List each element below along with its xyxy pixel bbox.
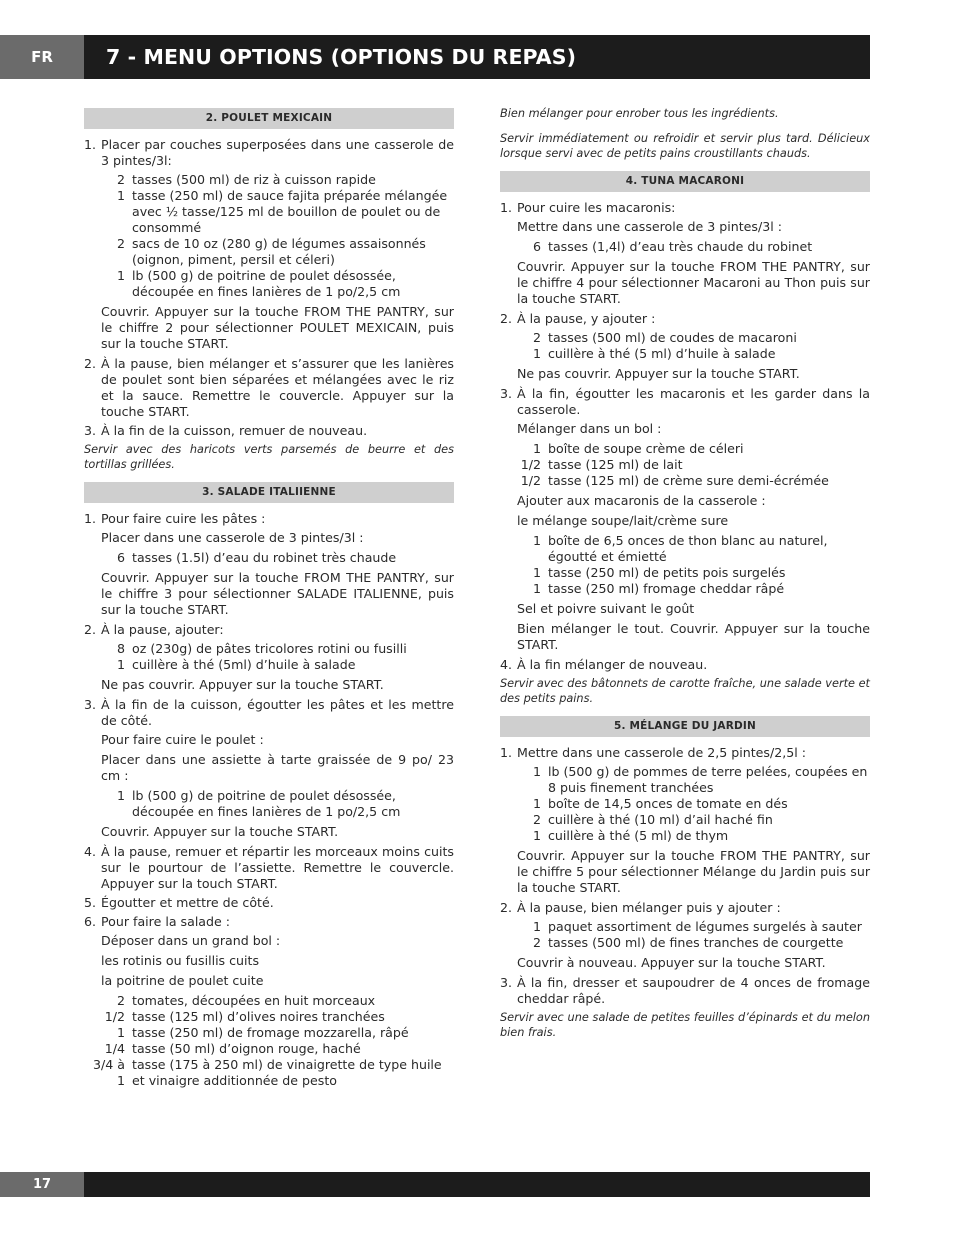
step-text: À la pause, remuer et répartir les morceaux moins cuits sur le pourtour de l’assiette. Remettre le couvercle. Appuyer sur la touch START. (101, 844, 454, 891)
step-text: À la fin de la cuisson, remuer de nouveau. (101, 423, 368, 438)
page-number: 17 (0, 1172, 84, 1197)
step-item (500, 386, 870, 418)
ingredient-description: oz (230g) de pâtes tricolores rotini ou fusilli (132, 641, 407, 656)
ingredient-description: cuillère à thé (5 ml) de thym (548, 828, 729, 843)
ingredient-item (84, 788, 454, 820)
ingredient-item (500, 330, 870, 346)
right-column (500, 106, 870, 1050)
instruction-text: Couvrir. Appuyer sur la touche START. (101, 824, 339, 839)
ingredient-quantity: 2 (532, 935, 541, 950)
ingredient-description: tomates, découpées en huit morceaux (132, 993, 376, 1008)
ingredient-description: boîte de soupe crème de céleri (548, 441, 744, 456)
ingredient-item (500, 796, 870, 812)
section-heading: 5. MÉLANGE DU JARDIN (500, 716, 870, 737)
step-item (500, 745, 870, 761)
ingredient-description: tasses (500 ml) de riz à cuisson rapide (132, 172, 376, 187)
step-text: À la fin mélanger de nouveau. (517, 657, 708, 672)
serving-note: Servir avec des bâtonnets de carotte fraîche, une salade verte et des petits pains. (500, 677, 870, 705)
ingredient-item (500, 346, 870, 362)
step-number: 1. (500, 200, 513, 215)
ingredient-list (500, 764, 870, 844)
step-text: À la fin, dresser et saupoudrer de 4 onces de fromage cheddar râpé. (517, 975, 870, 1006)
ingredient-list (500, 533, 870, 597)
ingredient-quantity: 1 (532, 796, 541, 811)
ingredient-description: tasses (500 ml) de fines tranches de courgette (548, 935, 844, 950)
step-number: 1. (500, 745, 513, 760)
ingredient-quantity: 1 (116, 188, 125, 203)
instruction-text: Placer dans une assiette à tarte graissée de 9 po/ 23 cm : (101, 752, 454, 783)
ingredient-list (84, 993, 454, 1089)
step-item (500, 200, 870, 216)
step-number: 4. (84, 844, 97, 859)
ingredient-description: tasse (125 ml) de lait (548, 457, 683, 472)
ingredient-item (500, 533, 870, 565)
step-item (84, 356, 454, 420)
ingredient-description: tasse (250 ml) de fromage mozzarella, râpé (132, 1025, 409, 1040)
ingredient-description: tasses (1,4l) d’eau très chaude du robinet (548, 239, 813, 254)
ingredient-quantity: 6 (532, 239, 541, 254)
ingredient-quantity: 2 (532, 812, 541, 827)
ingredient-description: cuillère à thé (5ml) d’huile à salade (132, 657, 356, 672)
ingredient-description: tasse (175 à 250 ml) de vinaigrette de type huile et vinaigre additionnée de pesto (132, 1057, 442, 1088)
step-item (84, 622, 454, 638)
ingredient-item (500, 565, 870, 581)
serving-note: Servir immédiatement ou refroidir et servir plus tard. Délicieux lorsque servi avec de petits pains croustillants chauds. (500, 132, 870, 160)
ingredient-quantity: 2 (116, 993, 125, 1008)
section-heading: 2. POULET MEXICAIN (84, 108, 454, 129)
step-number: 2. (500, 900, 513, 915)
ingredient-quantity: 1 (116, 788, 125, 803)
step-text: À la pause, bien mélanger et s’assurer que les lanières de poulet sont bien séparées et mélangées avec le riz et la sauce. Remettre le couvercle. Appuyer sur la touche START. (101, 356, 454, 419)
instruction-text: Ne pas couvrir. Appuyer sur la touche START. (517, 366, 800, 381)
step-item (500, 311, 870, 327)
instruction-text: Couvrir à nouveau. Appuyer sur la touche START. (517, 955, 826, 970)
ingredient-item (500, 457, 870, 473)
instruction-text: Couvrir. Appuyer sur la touche FROM THE PANTRY, sur le chiffre 4 pour sélectionner Macaroni au Thon puis sur la touche START. (517, 259, 870, 306)
step-item (84, 697, 454, 729)
step-item (84, 914, 454, 930)
ingredient-item (84, 641, 454, 657)
instruction-text: Bien mélanger le tout. Couvrir. Appuyer sur la touche START. (517, 621, 870, 652)
step-text: Mettre dans une casserole de 2,5 pintes/2,5l : (517, 745, 806, 760)
ingredient-list (84, 788, 454, 820)
instruction-text: la poitrine de poulet cuite (101, 973, 264, 988)
left-column (84, 106, 454, 1093)
instruction-text: le mélange soupe/lait/crème sure (517, 513, 729, 528)
ingredient-item (500, 919, 870, 935)
ingredient-description: tasse (125 ml) de crème sure demi-écrémée (548, 473, 829, 488)
ingredient-item (84, 1057, 454, 1089)
step-item (500, 975, 870, 1007)
ingredient-item (84, 172, 454, 188)
ingredient-quantity: 1 (532, 565, 541, 580)
instruction-text: Couvrir. Appuyer sur la touche FROM THE PANTRY, sur le chiffre 5 pour sélectionner Mélange du Jardin puis sur la touche START. (517, 848, 870, 895)
ingredient-description: cuillère à thé (5 ml) d’huile à salade (548, 346, 776, 361)
ingredient-description: tasses (1.5l) d’eau du robinet très chaude (132, 550, 397, 565)
step-text: À la fin de la cuisson, égoutter les pâtes et les mettre de côté. (101, 697, 454, 728)
ingredient-quantity: 1 (532, 764, 541, 779)
step-item (84, 844, 454, 892)
ingredient-quantity: 1 (532, 581, 541, 596)
ingredient-list (84, 550, 454, 566)
serving-note: Servir avec une salade de petites feuilles d’épinards et du melon bien frais. (500, 1011, 870, 1039)
ingredient-item (500, 239, 870, 255)
ingredient-item (84, 268, 454, 300)
ingredient-list (84, 172, 454, 300)
step-number: 4. (500, 657, 513, 672)
step-number: 2. (84, 356, 97, 371)
ingredient-item (84, 188, 454, 236)
ingredient-quantity: 1/4 (104, 1041, 125, 1056)
ingredient-item (84, 1025, 454, 1041)
ingredient-description: sacs de 10 oz (280 g) de légumes assaisonnés (oignon, piment, persil et céleri) (132, 236, 426, 267)
step-number: 2. (500, 311, 513, 326)
ingredient-item (84, 236, 454, 268)
ingredient-description: tasses (500 ml) de coudes de macaroni (548, 330, 797, 345)
footer-bar (84, 1172, 870, 1197)
instruction-text: Mettre dans une casserole de 3 pintes/3l : (517, 219, 782, 234)
instruction-text: les rotinis ou fusillis cuits (101, 953, 260, 968)
ingredient-item (84, 550, 454, 566)
ingredient-quantity: 1 (532, 919, 541, 934)
ingredient-description: tasse (125 ml) d’olives noires tranchées (132, 1009, 385, 1024)
step-number: 1. (84, 137, 97, 152)
ingredient-item (500, 935, 870, 951)
ingredient-quantity: 1/2 (520, 473, 541, 488)
step-number: 3. (84, 423, 97, 438)
step-number: 1. (84, 511, 97, 526)
ingredient-quantity: 1 (116, 1025, 125, 1040)
step-text: À la pause, y ajouter : (517, 311, 656, 326)
ingredient-description: paquet assortiment de légumes surgelés à sauter (548, 919, 862, 934)
step-text: À la pause, ajouter: (101, 622, 224, 637)
section-heading: 3. SALADE ITALIIENNE (84, 482, 454, 503)
ingredient-quantity: 2 (532, 330, 541, 345)
ingredient-description: tasse (250 ml) de sauce fajita préparée mélangée avec ½ tasse/125 ml de bouillon de poulet ou de consommé (132, 188, 448, 235)
ingredient-quantity: 1 (532, 441, 541, 456)
step-text: À la pause, bien mélanger puis y ajouter : (517, 900, 781, 915)
ingredient-item (500, 581, 870, 597)
ingredient-quantity: 1 (532, 346, 541, 361)
ingredient-quantity: 1/2 (104, 1009, 125, 1024)
ingredient-quantity: 6 (116, 550, 125, 565)
ingredient-item (500, 828, 870, 844)
ingredient-item (84, 993, 454, 1009)
ingredient-description: lb (500 g) de poitrine de poulet désossée, découpée en fines lanières de 1 po/2,5 cm (132, 268, 401, 299)
instruction-text: Ne pas couvrir. Appuyer sur la touche START. (101, 677, 384, 692)
ingredient-description: lb (500 g) de poitrine de poulet désossée, découpée en fines lanières de 1 po/2,5 cm (132, 788, 401, 819)
ingredient-quantity: 2 (116, 236, 125, 251)
ingredient-item (84, 657, 454, 673)
ingredient-item (500, 812, 870, 828)
instruction-text: Ajouter aux macaronis de la casserole : (517, 493, 766, 508)
ingredient-quantity: 8 (116, 641, 125, 656)
step-text: Pour faire la salade : (101, 914, 231, 929)
instruction-text: Couvrir. Appuyer sur la touche FROM THE PANTRY, sur le chiffre 3 pour sélectionner SALADE ITALIENNE, puis sur la touche START. (101, 570, 454, 617)
ingredient-description: tasse (50 ml) d’oignon rouge, haché (132, 1041, 361, 1056)
instruction-text: Mélanger dans un bol : (517, 421, 662, 436)
step-item (500, 657, 870, 673)
ingredient-quantity: 2 (116, 172, 125, 187)
instruction-text: Sel et poivre suivant le goût (517, 601, 695, 616)
step-number: 5. (84, 895, 97, 910)
ingredient-quantity: 1 (532, 533, 541, 548)
step-number: 6. (84, 914, 97, 929)
ingredient-quantity: 1 (116, 657, 125, 672)
section-heading: 4. TUNA MACARONI (500, 171, 870, 192)
ingredient-description: boîte de 6,5 onces de thon blanc au naturel, égoutté et émietté (548, 533, 828, 564)
step-item (84, 511, 454, 527)
ingredient-quantity: 1/2 (520, 457, 541, 472)
step-item (84, 137, 454, 169)
step-text: À la fin, égoutter les macaronis et les garder dans la casserole. (517, 386, 870, 417)
ingredient-description: tasse (250 ml) de petits pois surgelés (548, 565, 786, 580)
ingredient-description: cuillère à thé (10 ml) d’ail haché fin (548, 812, 773, 827)
language-tab: FR (0, 35, 84, 79)
instruction-text: Déposer dans un grand bol : (101, 933, 281, 948)
serving-note: Bien mélanger pour enrober tous les ingrédients. (500, 107, 779, 120)
instruction-text: Pour faire cuire le poulet : (101, 732, 264, 747)
ingredient-description: boîte de 14,5 onces de tomate en dés (548, 796, 788, 811)
step-number: 3. (500, 975, 513, 990)
step-number: 3. (84, 697, 97, 712)
ingredient-item (500, 441, 870, 457)
ingredient-list (500, 919, 870, 951)
ingredient-quantity: 1 (532, 828, 541, 843)
ingredient-quantity: 3/4 à 1 (93, 1057, 125, 1088)
ingredient-list (500, 441, 870, 489)
page-title: 7 - MENU OPTIONS (OPTIONS DU REPAS) (84, 35, 870, 79)
instruction-text: Couvrir. Appuyer sur la touche FROM THE PANTRY, sur le chiffre 2 pour sélectionner POULET MEXICAIN, puis sur la touche START. (101, 304, 454, 351)
ingredient-list (500, 330, 870, 362)
step-number: 2. (84, 622, 97, 637)
ingredient-description: lb (500 g) de pommes de terre pelées, coupées en 8 puis finement tranchées (548, 764, 868, 795)
ingredient-item (500, 473, 870, 489)
step-text: Placer par couches superposées dans une casserole de 3 pintes/3l: (101, 137, 454, 168)
ingredient-list (500, 239, 870, 255)
step-text: Égoutter et mettre de côté. (101, 895, 274, 910)
ingredient-description: tasse (250 ml) fromage cheddar râpé (548, 581, 785, 596)
step-text: Pour cuire les macaronis: (517, 200, 676, 215)
step-text: Pour faire cuire les pâtes : (101, 511, 266, 526)
ingredient-item (84, 1041, 454, 1057)
ingredient-item (500, 764, 870, 796)
step-item (84, 423, 454, 439)
ingredient-item (84, 1009, 454, 1025)
step-item (500, 900, 870, 916)
ingredient-quantity: 1 (116, 268, 125, 283)
ingredient-list (84, 641, 454, 673)
instruction-text: Placer dans une casserole de 3 pintes/3l : (101, 530, 364, 545)
step-item (84, 895, 454, 911)
step-number: 3. (500, 386, 513, 401)
serving-note: Servir avec des haricots verts parsemés de beurre et des tortillas grillées. (84, 443, 454, 471)
